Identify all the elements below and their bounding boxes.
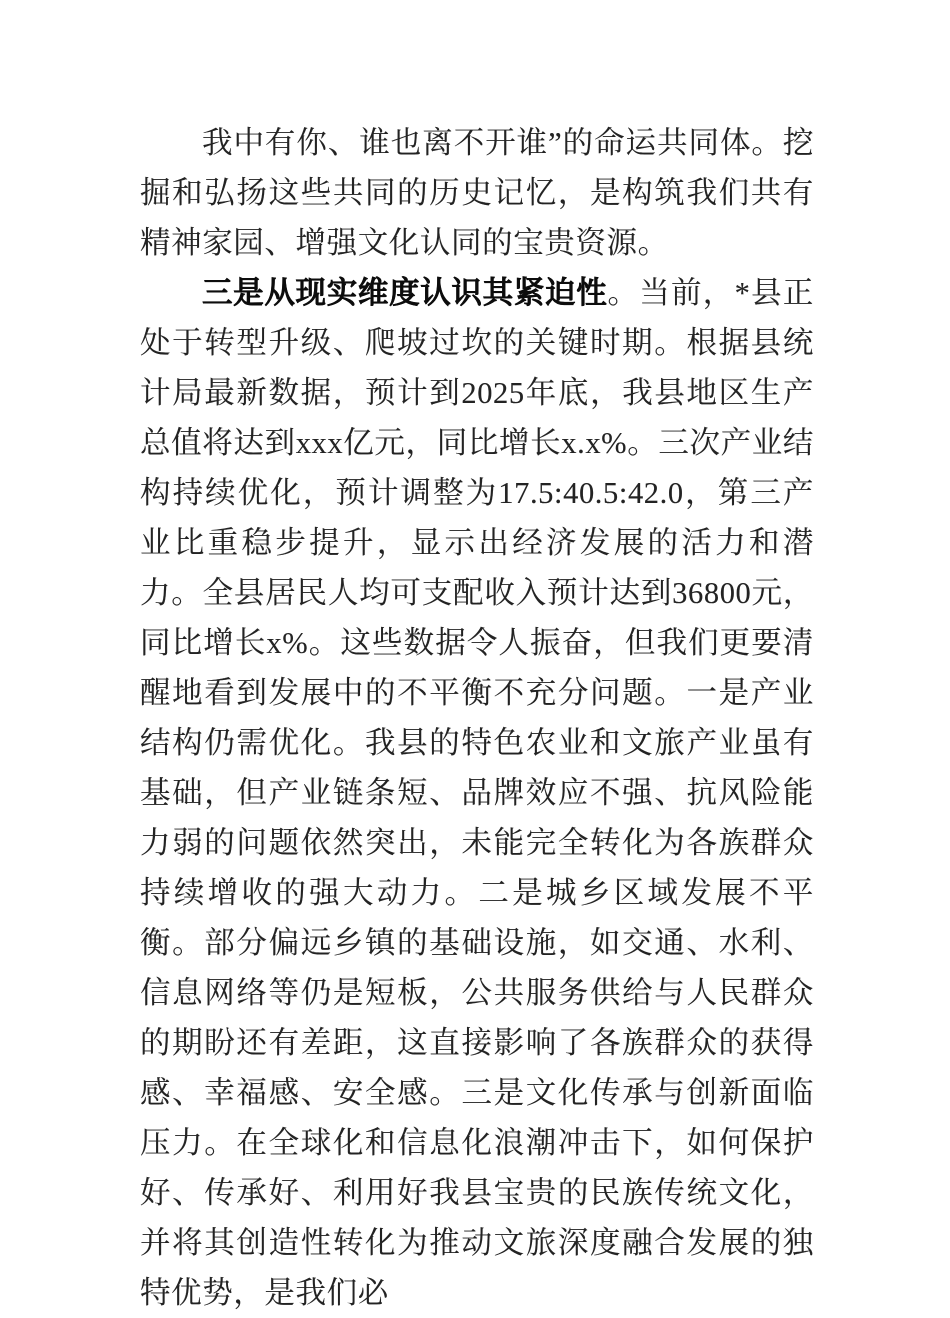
text-column <box>140 118 814 1318</box>
paragraph-body-text: 。当前，*县正处于转型升级、爬坡过坎的关键时期。根据县统计局最新数据，预计到2025年底，我县地区生产总值将达到xxx亿元，同比增长x.x%。三次产业结构持续优化，预计调整为17.5:40.5:42.0，第三产业比重稳步提升，显示出经济发展的活力和潜力。全县居民人均可支配收入预计达到36800元，同比增长x%。这些数据令人振奋，但我们更要清醒地看到发展中的不平衡不充分问题。一是产业结构仍需优化。我县的特色农业和文旅产业虽有基础，但产业链条短、品牌效应不强、抗风险能力弱的问题依然突出，未能完全转化为各族群众持续增收的强大动力。二是城乡区域发展不平衡。部分偏远乡镇的基础设施，如交通、水利、信息网络等仍是短板，公共服务供给与人民群众的期盼还有差距，这直接影响了各族群众的获得感、幸福感、安全感。三是文化传承与创新面临压力。在全球化和信息化浪潮冲击下，如何保护好、传承好、利用好我县宝贵的民族传统文化，并将其创造性转化为推动文旅深度融合发展的独特优势，是我们必 <box>140 276 815 1310</box>
paragraph-current-dimension <box>140 268 814 1318</box>
paragraph-lead-heading: 三是从现实维度认识其紧迫性 <box>202 276 608 310</box>
paragraph-continuation: 我中有你、谁也离不开谁”的命运共同体。挖掘和弘扬这些共同的历史记忆，是构筑我们共有精神家园、增强文化认同的宝贵资源。 <box>140 126 814 260</box>
